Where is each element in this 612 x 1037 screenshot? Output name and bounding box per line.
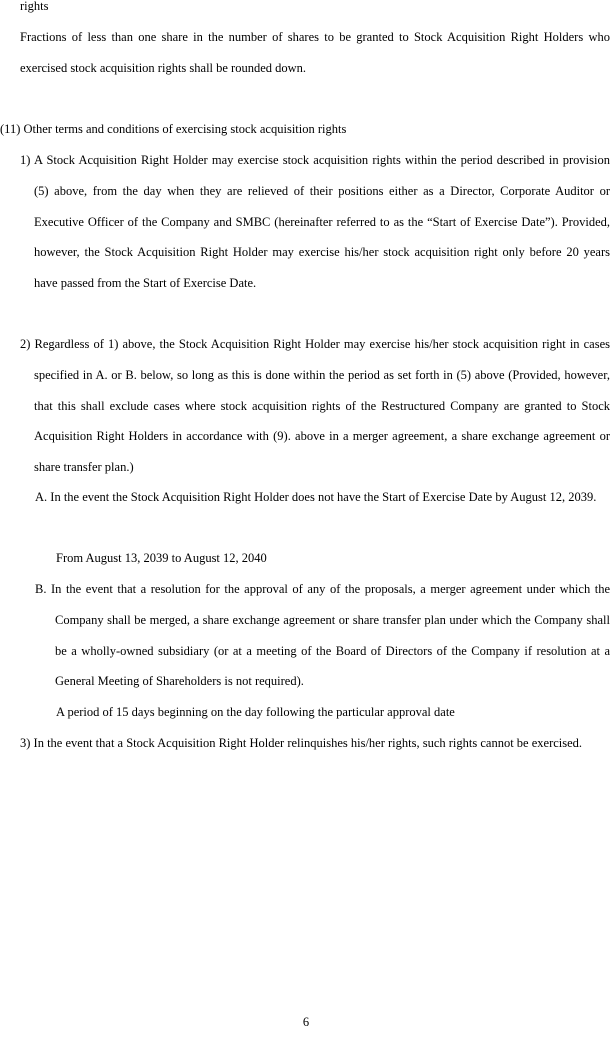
sub-item-a-letter: A. [35, 490, 48, 504]
sub-item-a-period: From August 13, 2039 to August 12, 2040 [56, 551, 267, 565]
condition-item-3 [20, 728, 610, 759]
sub-item-b [35, 574, 610, 697]
sub-item-b-letter: B. [35, 582, 47, 596]
condition-item-1-number: 1) [20, 153, 31, 167]
fractions-paragraph: Fractions of less than one share in the number of shares to be granted to Stock Acquisition Right Holders who exercised stock acquisition rights shall be rounded down. [20, 30, 610, 75]
sub-item-a [35, 482, 610, 513]
sub-item-b-period: A period of 15 days beginning on the day following the particular approval date [56, 705, 455, 719]
condition-item-3-text: In the event that a Stock Acquisition Right Holder relinquishes his/her rights, such rights cannot be exercised. [33, 736, 583, 750]
condition-item-2 [20, 329, 611, 483]
section-heading: (11) Other terms and conditions of exercising stock acquisition rights [0, 122, 347, 136]
condition-item-2-text: Regardless of 1) above, the Stock Acquisition Right Holder may exercise his/her stock acquisition right in cases specified in A. or B. below, so long as this is done within the period as set forth in (5) above (Provided, however, that this shall exclude cases where stock acquisition rights of the Restructured Company are granted to Stock Acquisition Right Holders in accordance with (9). above in a merger agreement, a share exchange agreement or share transfer plan.) [34, 337, 611, 475]
sub-item-b-text: In the event that a resolution for the approval of any of the proposals, a merger agreement under which the Company shall be merged, a share exchange agreement or share transfer plan under which the Company shall be a wholly-owned subsidiary (or at a meeting of the Board of Directors of the Company if resolution at a General Meeting of Shareholders is not required). [51, 582, 610, 689]
page-number: 6 [302, 1015, 310, 1029]
condition-item-3-number: 3) [20, 736, 31, 750]
condition-item-1-text: A Stock Acquisition Right Holder may exercise stock acquisition rights within the period described in provision (5) above, from the day when they are relieved of their positions either as a Director, Corporate Auditor or Executive Officer of the Company and SMBC (hereinafter referred to as the “Start of Exercise Date”). Provided, however, the Stock Acquisition Right Holder may exercise his/her stock acquisition right only before 20 years have passed from the Start of Exercise Date. [33, 153, 610, 291]
sub-item-a-text: In the event the Stock Acquisition Right Holder does not have the Start of Exercise Date by August 12, 2039. [50, 490, 597, 504]
continuation-text: rights [20, 0, 49, 13]
condition-item-2-number: 2) [20, 337, 31, 351]
condition-item-1 [20, 145, 610, 299]
